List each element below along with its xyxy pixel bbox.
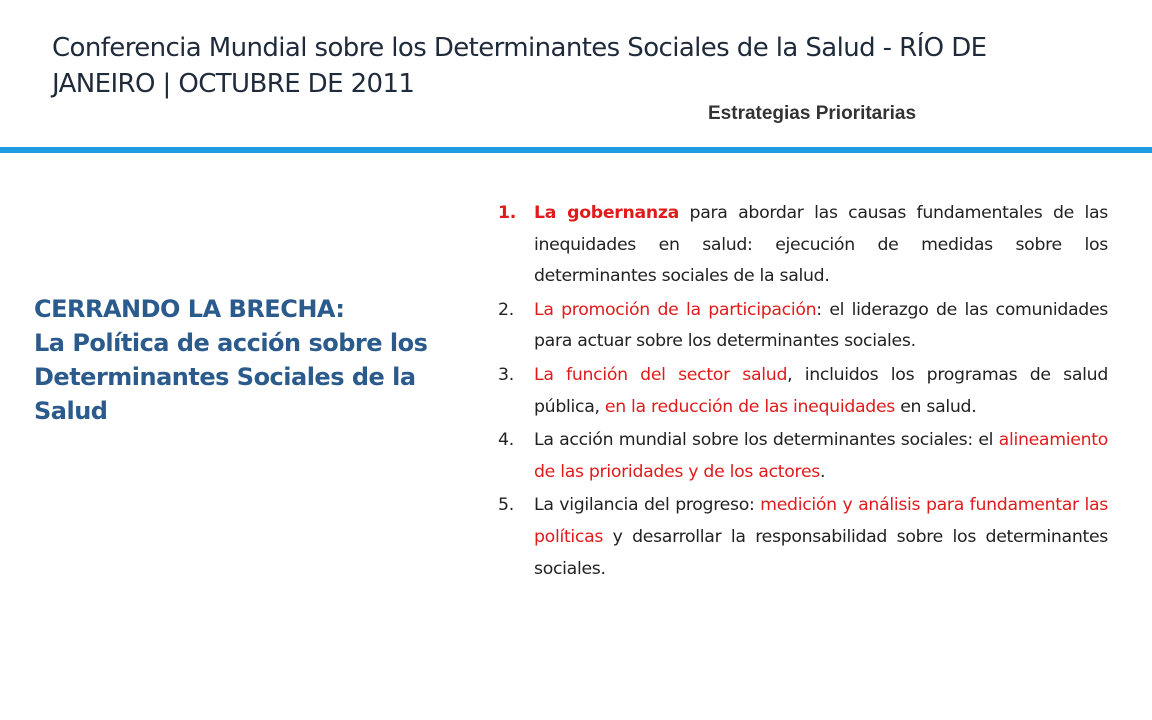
strategy-number: 2.	[498, 299, 514, 320]
strategy-item	[496, 295, 1108, 358]
strategy-text: .	[819, 461, 826, 482]
strategy-highlight-text: en la reducción de las inequidades	[604, 396, 895, 417]
strategy-number: 3.	[498, 364, 514, 385]
header-divider	[0, 147, 1152, 153]
strategy-item	[496, 198, 1108, 293]
strategy-number: 4.	[498, 430, 514, 451]
left-body: La Política de acción sobre los Determinantes Sociales de la Salud	[34, 329, 428, 425]
strategy-number: 1.	[498, 203, 516, 223]
strategy-text: , incluidos los programas de salud pública,	[534, 364, 1108, 417]
section-subtitle: Estrategias Prioritarias	[708, 103, 917, 124]
strategy-text: para abordar las causas fundamentales de las inequidades en salud: ejecución de medidas sobre los determinantes sociales de la salud.	[534, 203, 1108, 287]
strategy-item	[496, 490, 1108, 585]
strategy-text: y desarrollar la responsabilidad sobre los determinantes sociales.	[534, 526, 1108, 579]
strategy-highlight-text: alineamiento de las prioridades y de los actores	[534, 430, 1108, 482]
strategy-item	[496, 360, 1108, 423]
strategy-item	[496, 425, 1108, 488]
strategy-highlight-text: La gobernanza	[534, 203, 679, 223]
strategy-highlight-text: La función del sector salud	[534, 364, 788, 385]
strategy-highlight-text: La promoción de la participación	[534, 299, 817, 320]
strategy-list	[496, 198, 1108, 587]
strategy-number: 5.	[498, 495, 514, 516]
strategy-text: La acción mundial sobre los determinantes sociales: el	[534, 430, 999, 451]
strategy-text: La vigilancia del progreso:	[534, 495, 761, 516]
left-heading-block	[34, 292, 474, 428]
page-title: Conferencia Mundial sobre los Determinantes Sociales de la Salud - RÍO DE JANEIRO | OCTUBRE DE 2011	[52, 33, 987, 99]
left-heading: CERRANDO LA BRECHA:	[34, 295, 345, 323]
strategy-text: : el liderazgo de las comunidades para actuar sobre los determinantes sociales.	[534, 299, 1108, 352]
strategy-text: en salud.	[895, 396, 977, 417]
strategy-highlight-text: medición y análisis para fundamentar las políticas	[534, 495, 1108, 547]
